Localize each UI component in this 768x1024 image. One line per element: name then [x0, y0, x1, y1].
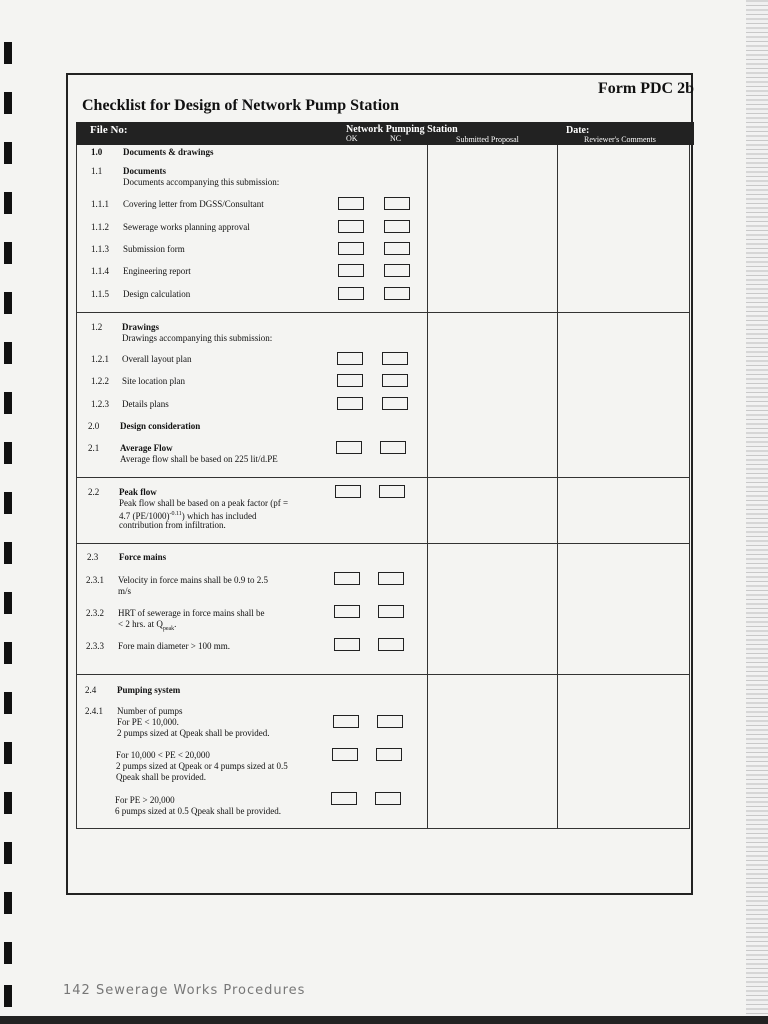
- scan-bottom-edge: [0, 1016, 768, 1024]
- ok-checkbox[interactable]: [333, 715, 359, 728]
- item-text: Overall layout plan: [122, 354, 192, 364]
- ok-checkbox[interactable]: [332, 748, 358, 761]
- item-text: < 2 hrs. at $Q_{peak}$.: [118, 619, 177, 632]
- row-num: 2.0: [88, 421, 100, 431]
- row-num: 2.3.2: [86, 608, 104, 618]
- row-num: 1.1: [91, 166, 103, 176]
- row-num: 2.4: [85, 685, 97, 695]
- ok-checkbox[interactable]: [331, 792, 357, 805]
- row-num: 2.3.3: [86, 641, 104, 651]
- nc-checkbox[interactable]: [375, 792, 401, 805]
- form-id: Form PDC 2b: [598, 80, 694, 97]
- item-text: Sewerage works planning approval: [123, 222, 250, 232]
- row-num: 1.2: [91, 322, 103, 332]
- item-text: For PE < 10,000.: [117, 717, 179, 727]
- item-text: Average flow shall be based on 225 lit/d.PE: [120, 454, 278, 464]
- row-num: 2.2: [88, 487, 100, 497]
- nc-checkbox[interactable]: [384, 197, 410, 210]
- item-text: Velocity in force mains shall be 0.9 to 2.5: [118, 575, 268, 585]
- row-num: 1.1.1: [91, 199, 109, 209]
- ok-checkbox[interactable]: [334, 638, 360, 651]
- section-title: Design consideration: [120, 421, 201, 431]
- nc-checkbox[interactable]: [382, 374, 408, 387]
- row-num: 1.2.1: [91, 354, 109, 364]
- item-text: Qpeak shall be provided.: [116, 772, 206, 782]
- item-text: For PE > 20,000: [115, 795, 175, 805]
- ok-checkbox[interactable]: [338, 287, 364, 300]
- ok-checkbox[interactable]: [338, 242, 364, 255]
- ok-checkbox[interactable]: [336, 441, 362, 454]
- row-num: 2.3.1: [86, 575, 104, 585]
- row-num: 1.2.2: [91, 376, 109, 386]
- date-label: Date:: [566, 125, 590, 136]
- section-title: Documents: [123, 166, 166, 176]
- ok-checkbox[interactable]: [338, 197, 364, 210]
- item-text: Details plans: [122, 399, 169, 409]
- row-num: 1.1.2: [91, 222, 109, 232]
- row-num: 1.2.3: [91, 399, 109, 409]
- section-title: Force mains: [119, 552, 167, 562]
- nc-checkbox[interactable]: [378, 638, 404, 651]
- nc-checkbox[interactable]: [380, 441, 406, 454]
- nc-checkbox[interactable]: [379, 485, 405, 498]
- ok-checkbox[interactable]: [335, 485, 361, 498]
- scanned-page-edge: [746, 0, 768, 1024]
- item-text: Peak flow shall be based on a peak factor (pf =: [119, 498, 289, 508]
- checklist-table: [76, 145, 690, 829]
- item-text: Number of pumps: [117, 706, 183, 716]
- page-title: Checklist for Design of Network Pump Station: [82, 97, 400, 114]
- row-num: 2.1: [88, 443, 100, 453]
- file-no-label: File No:: [90, 124, 128, 136]
- nc-checkbox[interactable]: [376, 748, 402, 761]
- nc-checkbox[interactable]: [378, 572, 404, 585]
- row-num: 1.1.3: [91, 244, 109, 254]
- ok-checkbox[interactable]: [337, 397, 363, 410]
- ok-checkbox[interactable]: [334, 572, 360, 585]
- ok-checkbox[interactable]: [334, 605, 360, 618]
- item-text: Site location plan: [122, 376, 185, 386]
- nc-checkbox[interactable]: [378, 605, 404, 618]
- item-text: Submission form: [123, 244, 185, 254]
- item-text: contribution from infiltration.: [119, 520, 226, 530]
- ok-checkbox[interactable]: [337, 352, 363, 365]
- submitted-column-header: Submitted Proposal: [456, 135, 519, 144]
- nc-checkbox[interactable]: [382, 352, 408, 365]
- section-title: Peak flow: [119, 487, 157, 497]
- ok-checkbox[interactable]: [338, 220, 364, 233]
- item-text: 2 pumps sized at Qpeak or 4 pumps sized at 0.5: [116, 761, 288, 771]
- item-text: 4.7 $(PE/1000)^{-0.11}$) which has included: [119, 511, 257, 521]
- item-text: 6 pumps sized at 0.5 Qpeak shall be provided.: [115, 806, 281, 816]
- row-num: 1.1.4: [91, 266, 109, 276]
- page-footer: 142 Sewerage Works Procedures: [63, 983, 306, 998]
- item-text: For 10,000 < PE < 20,000: [116, 750, 210, 760]
- section-title: Drawings: [122, 322, 160, 332]
- section-text: Drawings accompanying this submission:: [122, 333, 273, 343]
- ok-column-header: OK: [346, 134, 358, 143]
- section-title: Average Flow: [120, 443, 173, 453]
- nc-column-header: NC: [390, 134, 402, 143]
- row-num: 1.1.5: [91, 289, 109, 299]
- item-text: 2 pumps sized at Qpeak shall be provided.: [117, 728, 270, 738]
- item-text: Design calculation: [123, 289, 191, 299]
- reviewer-column-header: Reviewer's Comments: [584, 135, 656, 144]
- nc-checkbox[interactable]: [384, 220, 410, 233]
- nc-checkbox[interactable]: [382, 397, 408, 410]
- nc-checkbox[interactable]: [377, 715, 403, 728]
- row-num: 2.4.1: [85, 706, 103, 716]
- section-text: Documents accompanying this submission:: [123, 177, 280, 187]
- ok-checkbox[interactable]: [338, 264, 364, 277]
- section-title: Pumping system: [117, 685, 181, 695]
- item-text: Engineering report: [123, 266, 191, 276]
- row-num: 1.0: [91, 147, 103, 157]
- item-text: HRT of sewerage in force mains shall be: [118, 608, 265, 618]
- nc-checkbox[interactable]: [384, 287, 410, 300]
- section-title: Documents & drawings: [123, 147, 214, 157]
- row-num: 2.3: [87, 552, 99, 562]
- nc-checkbox[interactable]: [384, 264, 410, 277]
- ok-checkbox[interactable]: [337, 374, 363, 387]
- item-text: Fore main diameter > 100 mm.: [118, 641, 231, 651]
- item-text: Covering letter from DGSS/Consultant: [123, 199, 264, 209]
- item-text: m/s: [118, 586, 132, 596]
- nc-checkbox[interactable]: [384, 242, 410, 255]
- station-label: Network Pumping Station: [346, 124, 458, 135]
- table-header: [76, 122, 694, 145]
